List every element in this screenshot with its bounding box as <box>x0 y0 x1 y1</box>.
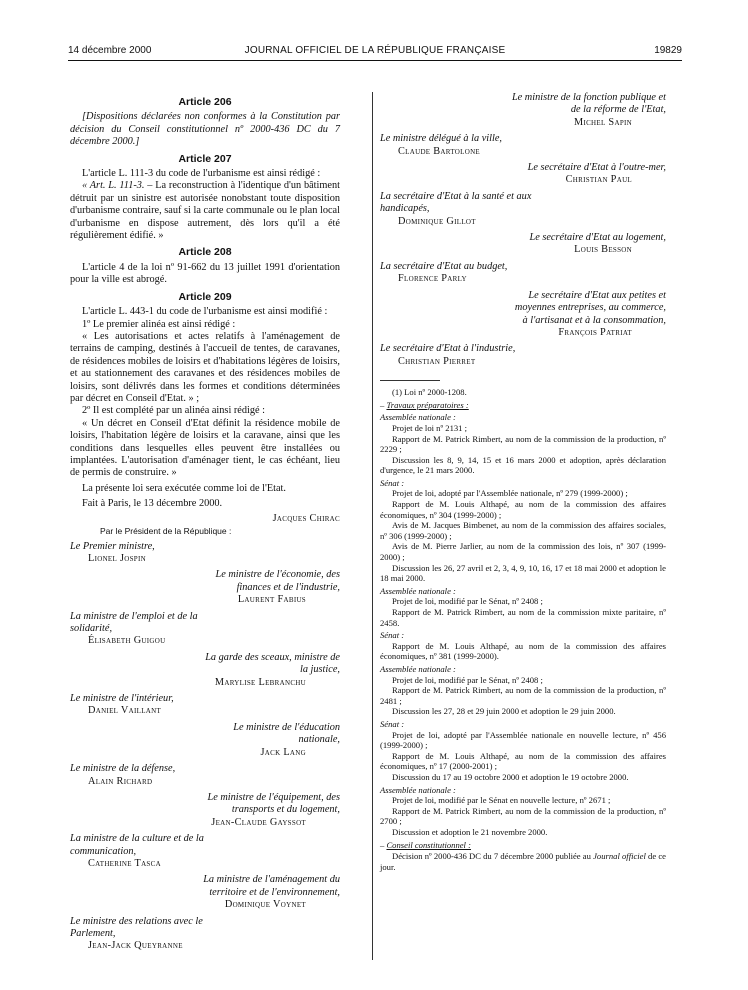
right-signatures <box>380 92 666 368</box>
travaux-heading: – Travaux préparatoires : <box>380 399 469 410</box>
history-item: Rapport de M. Louis Althapé, au nom de la commission des affaires économiques, nº 17 (2000-2001) ; <box>380 750 666 772</box>
signature-name: Louis Besson <box>574 244 632 256</box>
signature-name: Dominique Gillot <box>398 215 476 227</box>
article-207-p2-text: La reconstruction à l'identique d'un bâtiment détruit par un sinistre est autorisée nonobstant toute disposition d'urbanisme contraire, sauf si la carte communale ou le plan local d'urbanisme en dispose autrement, dès lors qu'il a été régulièrement édifié. » <box>70 180 340 242</box>
signature-block <box>70 916 340 953</box>
history-item: Rapport de M. Patrick Rimbert, au nom de la commission mixte paritaire, nº 2458. <box>380 607 666 628</box>
signature-role: Le ministre des relations avec le Parlement, <box>70 915 203 939</box>
article-209-p1: L'article L. 443-1 du code de l'urbanisme est ainsi modifié : <box>82 306 328 318</box>
signature-name: Daniel Vaillant <box>88 705 162 717</box>
header-title: JOURNAL OFFICIEL DE LA RÉPUBLIQUE FRANÇAISE <box>244 45 506 56</box>
signature-block <box>380 133 666 158</box>
signature-role: Le ministre de l'intérieur, <box>70 693 174 705</box>
signature-name: Jack Lang <box>260 746 306 758</box>
article-207-title: Article 207 <box>178 152 232 165</box>
signature-name: Jean-Jack Queyranne <box>88 940 183 952</box>
article-208-p1: L'article 4 de la loi nº 91-662 du 13 juillet 1991 d'orientation pour la ville est abrogé. <box>70 261 340 286</box>
footnotes <box>380 380 666 872</box>
article-209-p2: 1º Le premier alinéa est ainsi rédigé : <box>82 318 236 330</box>
history-item: Rapport de M. Louis Althapé, au nom de la commission des affaires économiques, nº 304 (1999-2000) ; <box>380 499 666 520</box>
signature-role: Le ministre de la défense, <box>70 763 176 775</box>
header-date: 14 décembre 2000 <box>68 45 152 56</box>
history-item: Rapport de M. Patrick Rimbert, au nom de la commission de la production, nº 2700 ; <box>380 805 666 827</box>
signature-block <box>70 541 340 566</box>
page-header <box>68 45 682 59</box>
conseil-decision-end: de ce jour. <box>380 851 666 872</box>
signature-role: Le secrétaire d'Etat à l'industrie, <box>380 343 516 355</box>
left-signatures <box>70 541 340 953</box>
footnote-law-number: (1) Loi nº 2000-1208. <box>392 387 467 398</box>
history-item: Discussion du 17 au 19 octobre 2000 et adoption le 19 octobre 2000. <box>392 771 629 782</box>
signature-block <box>70 652 340 689</box>
signature-role: La ministre de l'aménagement du territoire et de l'environnement, <box>203 874 340 898</box>
history-item: Rapport de M. Louis Althapé, au nom de la commission des affaires économiques, nº 381 (1999-2000). <box>380 640 666 662</box>
chamber-heading: Assemblée nationale : <box>380 663 456 674</box>
signature-name: Christian Paul <box>565 174 632 186</box>
history-item: Projet de loi, modifié par le Sénat en nouvelle lecture, nº 2671 ; <box>392 795 611 806</box>
header-page-number: 19829 <box>654 45 682 56</box>
history-item: Discussion les 26, 27 avril et 2, 3, 4, 9, 10, 16, 17 et 18 mai 2000 et adoption le 18 mai 2000. <box>380 562 666 584</box>
article-208-title: Article 208 <box>178 246 232 259</box>
signature-block <box>380 162 666 187</box>
header-rule <box>68 60 682 61</box>
history-item: Projet de loi, modifié par le Sénat, nº 2408 ; <box>392 674 543 685</box>
history-item: Discussion les 27, 28 et 29 juin 2000 et adoption le 29 juin 2000. <box>392 706 616 717</box>
signature-name: Claude Bartolone <box>398 145 480 157</box>
signature-name: Élisabeth Guigou <box>88 635 166 647</box>
signature-block <box>380 343 666 368</box>
conseil-decision <box>380 851 666 872</box>
signature-name: Marylise Lebranchu <box>214 676 306 688</box>
history-item: Projet de loi, modifié par le Sénat, nº 2408 ; <box>392 596 543 607</box>
signature-block <box>70 763 340 788</box>
signature-role: Le secrétaire d'Etat à l'outre-mer, <box>527 162 666 174</box>
article-209-p3: « Les autorisations et actes relatifs à l'aménagement de terrains de camping, destinés à l'accueil de tentes, de caravanes, de résidences mobiles de loisirs et d'habitations légères de loisirs, et au stationnement des caravanes et des résidences mobiles de loisirs, sont délivrés dans les formes et conditions déterminées par décret en Conseil d'Etat. » ; <box>70 330 340 404</box>
history-item: Rapport de M. Patrick Rimbert, au nom de la commission de la production, nº 2229 ; <box>380 433 666 455</box>
signature-name: Catherine Tasca <box>88 857 161 869</box>
chamber-heading: Sénat : <box>380 477 405 488</box>
travaux-label: Travaux préparatoires : <box>386 399 469 410</box>
signature-name: Jean-Claude Gayssot <box>211 816 306 828</box>
signature-name: Florence Parly <box>398 273 467 285</box>
signature-role: La ministre de l'emploi et de la solidarité, <box>70 610 198 635</box>
signature-role: Le ministre de la fonction publique et de la réforme de l'Etat, <box>511 92 666 116</box>
history-item: Avis de M. Pierre Jarlier, au nom de la commission des lois, nº 307 (1999-2000) ; <box>380 541 666 563</box>
signature-name: Lionel Jospin <box>88 553 146 564</box>
history-item: Projet de loi nº 2131 ; <box>392 422 467 433</box>
history-item: Discussion et adoption le 21 novembre 2000. <box>392 826 548 837</box>
right-column <box>380 92 666 872</box>
signature-block <box>380 92 666 129</box>
signature-role: Le ministre délégué à la ville, <box>380 133 503 145</box>
conseil-decision-text: Décision nº 2000-436 DC du 7 décembre 2000 publiée au <box>392 851 594 862</box>
chamber-heading: Assemblée nationale : <box>380 412 456 423</box>
signature-block <box>70 693 340 718</box>
signature-role: Le ministre de l'éducation nationale, <box>233 721 340 746</box>
chamber-heading: Assemblée nationale : <box>380 585 456 596</box>
signature-block <box>70 833 340 870</box>
footnote-rule <box>380 380 440 381</box>
closing-formula: La présente loi sera exécutée comme loi de l'Etat. <box>82 482 286 494</box>
signature-role: Le secrétaire d'Etat aux petites et moyennes entreprises, au commerce, à l'artisanat et à la consommation, <box>514 289 666 326</box>
signature-name: Laurent Fabius <box>237 594 306 606</box>
history-item: Avis de M. Jacques Bimbenet, au nom de la commission des affaires sociales, nº 306 (1999-2000) ; <box>380 520 666 541</box>
signature-role: Le ministre de l'équipement, des transports et du logement, <box>207 791 340 816</box>
signature-block <box>70 611 340 648</box>
article-209-title: Article 209 <box>178 290 232 303</box>
history-item: Discussion les 8, 9, 14, 15 et 16 mars 2000 et adoption, après déclaration d'urgence, le 21 mars 2000. <box>380 454 666 476</box>
signature-block <box>70 792 340 829</box>
signature-role: Le Premier ministre, <box>70 540 155 552</box>
signature-block <box>380 261 666 286</box>
signature-name: François Patriat <box>558 326 632 338</box>
conseil-label: Conseil constitutionnel : <box>386 840 471 851</box>
conseil-heading: – Conseil constitutionnel : <box>380 840 471 851</box>
history-item: Projet de loi, adopté par l'Assemblée nationale, nº 279 (1999-2000) ; <box>392 488 628 499</box>
article-206-text: [Dispositions déclarées non conformes à la Constitution par décision du Conseil constitutionnel nº 2000-436 DC du 7 décembre 2000.] <box>70 111 340 148</box>
signature-role: La ministre de la culture et de la communication, <box>70 833 204 857</box>
signature-block <box>380 290 666 340</box>
legislative-history <box>380 412 666 837</box>
article-209-p4: 2º Il est complété par un alinéa ainsi rédigé : <box>82 405 266 417</box>
signature-block <box>380 232 666 257</box>
article-207-p2 <box>70 180 340 242</box>
done-at: Fait à Paris, le 13 décembre 2000. <box>82 498 223 510</box>
president-signature: Jacques Chirac <box>272 512 340 524</box>
signature-name: Dominique Voynet <box>224 899 306 911</box>
article-207-ref: « Art. L. 111-3. – <box>82 180 153 192</box>
conseil-jo: Journal officiel <box>593 851 646 862</box>
signature-block <box>70 569 340 606</box>
history-item: Projet de loi, adopté par l'Assemblée nationale en nouvelle lecture, nº 456 (1999-2000) ; <box>380 729 666 751</box>
signature-name: Christian Pierret <box>398 355 476 367</box>
chamber-heading: Assemblée nationale : <box>380 784 456 795</box>
history-item: Rapport de M. Patrick Rimbert, au nom de la commission de la production, nº 2481 ; <box>380 685 666 706</box>
chamber-heading: Sénat : <box>380 630 405 641</box>
signature-name: Alain Richard <box>88 775 153 787</box>
column-divider <box>372 92 373 960</box>
signature-role: Le ministre de l'économie, des finances et de l'industrie, <box>215 569 340 593</box>
signature-role: La secrétaire d'Etat au budget, <box>380 260 508 272</box>
by-president: Par le Président de la République : <box>100 526 232 536</box>
left-column <box>70 92 340 957</box>
signature-block <box>70 874 340 911</box>
signature-block <box>380 191 666 228</box>
signature-name: Michel Sapin <box>574 116 632 128</box>
signature-role: La garde des sceaux, ministre de la justice, <box>205 651 340 676</box>
article-207-p1: L'article L. 111-3 du code de l'urbanisme est ainsi rédigé : <box>82 168 321 180</box>
signature-role: La secrétaire d'Etat à la santé et aux handicapés, <box>380 190 532 215</box>
signature-block <box>70 722 340 759</box>
signature-role: Le secrétaire d'Etat au logement, <box>529 232 666 244</box>
article-206-title: Article 206 <box>178 96 232 108</box>
article-209-p5: « Un décret en Conseil d'Etat définit la résidence mobile de loisirs, l'habitation légère de loisirs et la caravane, ainsi que les conditions dans lesquelles elles peuvent être installées ou implantées. L'autorisation d'aménager tient, le cas échéant, lieu de permis de construire. » <box>70 417 340 479</box>
chamber-heading: Sénat : <box>380 718 405 729</box>
